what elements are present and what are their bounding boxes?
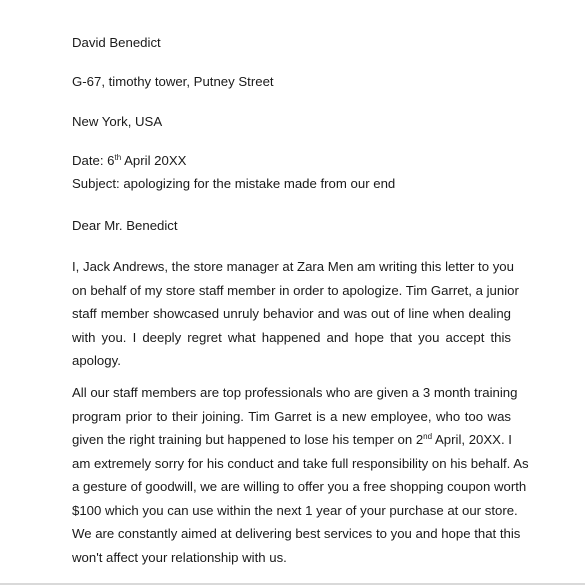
paragraph-1-line: with you. I deeply regret what happened and hope that you accept this <box>72 329 511 345</box>
paragraph-2-line: won't affect your relationship with us. <box>72 549 287 565</box>
paragraph-2-line: All our staff members are top professionals who are given a 3 month training <box>72 385 518 400</box>
date-ordinal: th <box>114 153 122 162</box>
paragraph-1-line: staff member showcased unruly behavior and was out of line when dealing <box>72 306 511 321</box>
paragraph-1 <box>72 255 519 373</box>
paragraph-1-line: on behalf of my store staff member in order to apologize. Tim Garret, a junior <box>72 282 519 298</box>
paragraph-1-line: I, Jack Andrews, the store manager at Zara Men am writing this letter to you <box>72 259 514 274</box>
letter-date <box>72 153 186 169</box>
salutation: Dear Mr. Benedict <box>72 218 178 233</box>
paragraph-2-line <box>72 428 511 452</box>
paragraph-2-date-text: given the right training but happened to lose his temper on 2 <box>72 432 424 447</box>
paragraph-2-line: $100 which you can use within the next 1 year of your purchase at our store. <box>72 502 518 518</box>
paragraph-2-line: We are constantly aimed at delivering best services to you and hope that this <box>72 526 521 541</box>
sender-name: David Benedict <box>72 35 161 50</box>
paragraph-2-line: a gesture of goodwill, we are willing to offer you a free shopping coupon worth <box>72 479 527 494</box>
paragraph-2-date-rest: April, 20XX. I <box>432 432 512 447</box>
paragraph-1-line: apology. <box>72 353 121 368</box>
date-suffix: April 20XX <box>121 153 187 168</box>
paragraph-2-line: program prior to their joining. Tim Garret is a new employee, who too was <box>72 408 511 424</box>
date-prefix: Date: 6 <box>72 153 115 168</box>
paragraph-2 <box>72 381 529 569</box>
letter-subject: Subject: apologizing for the mistake made from our end <box>72 176 396 191</box>
paragraph-2-date-ordinal: nd <box>423 432 433 441</box>
address-line-2: New York, USA <box>72 114 163 129</box>
paragraph-2-line: am extremely sorry for his conduct and take full responsibility on his behalf. As <box>72 455 529 471</box>
address-line-1: G-67, timothy tower, Putney Street <box>72 74 274 89</box>
